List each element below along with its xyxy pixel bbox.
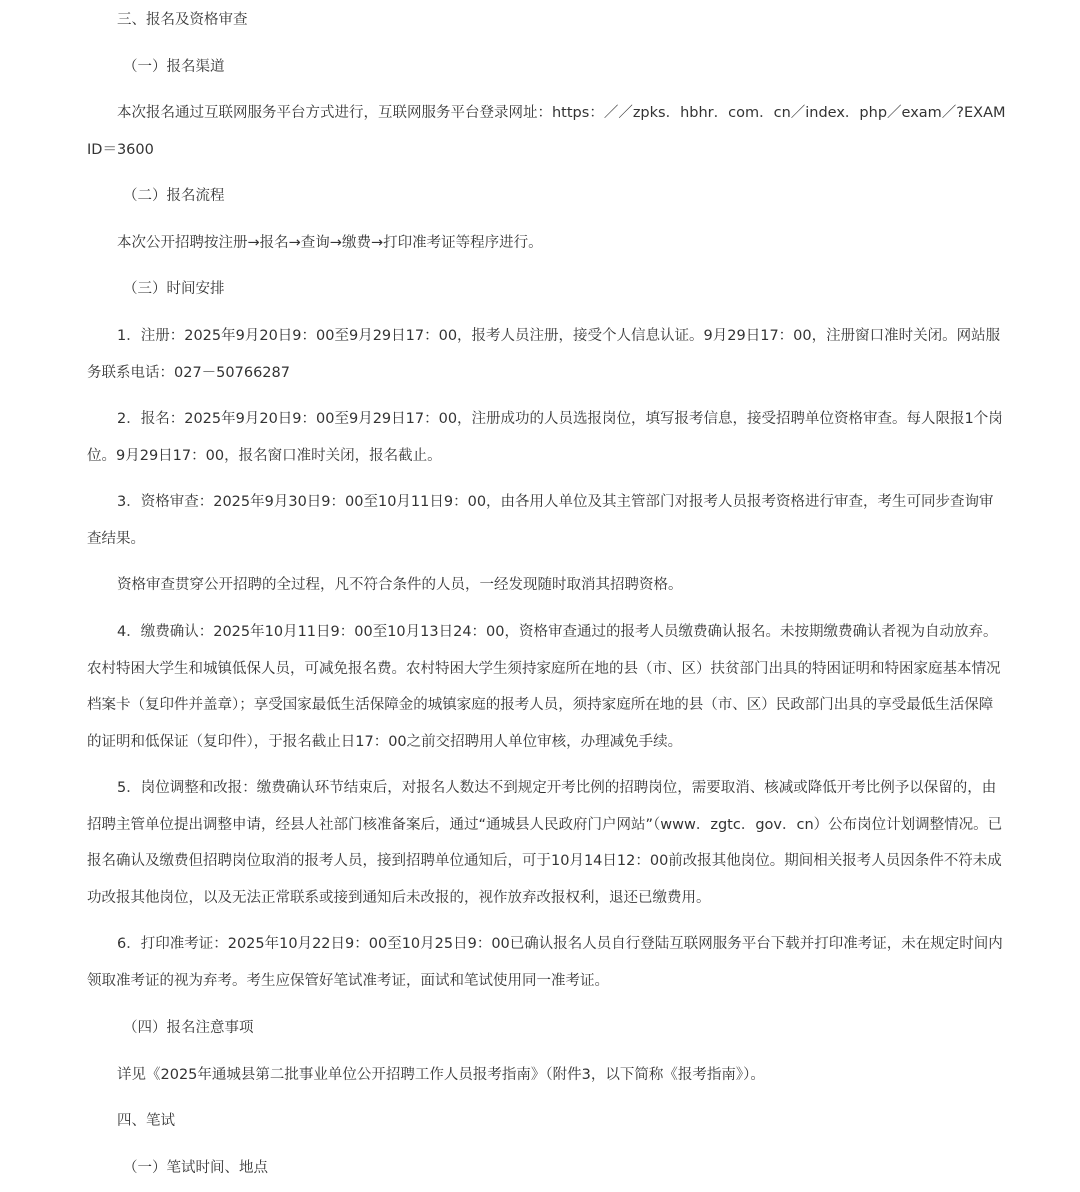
section-heading-written-exam: 四、笔试 xyxy=(117,1113,175,1129)
subheading-registration-process: （二）报名流程 xyxy=(123,188,225,204)
subheading-registration-notes: （四）报名注意事项 xyxy=(123,1020,254,1036)
subheading-exam-time-location: （一）笔试时间、地点 xyxy=(123,1160,268,1176)
subheading-schedule: （三）时间安排 xyxy=(123,281,225,297)
paragraph-step-payment: 4．缴费确认：2025年10月11日9：00至10月13日24：00，资格审查通过的报考人员缴费确认报名。未按期缴费确认者视为自动放弃。农村特困大学生和城镇低保人员，可减免报名费。农村特困大学生须持家庭所在地的县（市、区）扶贫部门出具的特困证明和特困家庭基本情况档案卡（复印件并盖章）；享受国家最低生活保障金的城镇家庭的报考人员，须持家庭所在地的县（市、区）民政部门出具的享受最低生活保障的证明和低保证（复印件），于报名截止日17：00之前交招聘用人单位审核，办理减免手续。 xyxy=(87,624,1001,750)
paragraph-step-qualification: 3．资格审查：2025年9月30日9：00至10月11日9：00，由各用人单位及其主管部门对报考人员报考资格进行审查，考生可同步查询审查结果。 xyxy=(87,494,994,547)
subheading-registration-channel: （一）报名渠道 xyxy=(123,59,225,75)
paragraph-qualification-note: 资格审查贯穿公开招聘的全过程，凡不符合条件的人员，一经发现随时取消其招聘资格。 xyxy=(117,577,683,593)
paragraph-guide-reference: 详见《2025年通城县第二批事业单位公开招聘工作人员报考指南》（附件3，以下简称《报考指南》）。 xyxy=(117,1067,765,1083)
paragraph-step-adjustment: 5．岗位调整和改报：缴费确认环节结束后，对报名人数达不到规定开考比例的招聘岗位，需要取消、核减或降低开考比例予以保留的，由招聘主管单位提出调整申请，经县人社部门核准备案后，通过“通城县人民政府门户网站”（www．zgtc．gov．cn）公布岗位计划调整情况。已报名确认及缴费但招聘岗位取消的报考人员，接到招聘单位通知后，可于10月14日12：00前改报其他岗位。期间相关报考人员因条件不符未成功改报其他岗位，以及无法正常联系或接到通知后未改报的，视作放弃改报权利，退还已缴费用。 xyxy=(87,780,1003,906)
paragraph-process-steps: 本次公开招聘按注册→报名→查询→缴费→打印准考证等程序进行。 xyxy=(117,235,543,251)
paragraph-step-apply: 2．报名：2025年9月20日9：00至9月29日17：00，注册成功的人员选报岗位，填写报考信息，接受招聘单位资格审查。每人限报1个岗位。9月29日17：00，报名窗口准时关闭，报名截止。 xyxy=(87,411,1003,464)
paragraph-step-print-ticket: 6．打印准考证：2025年10月22日9：00至10月25日9：00已确认报名人员自行登陆互联网服务平台下载并打印准考证，未在规定时间内领取准考证的视为弃考。考生应保管好笔试准考证，面试和笔试使用同一准考证。 xyxy=(87,936,1003,989)
section-heading-registration: 三、报名及资格审查 xyxy=(117,12,248,28)
paragraph-registration-url: 本次报名通过互联网服务平台方式进行，互联网服务平台登录网址：https：／／zpks．hbhr．com．cn／index．php／exam／?EXAMID＝3600 xyxy=(87,105,1006,158)
paragraph-step-register: 1．注册：2025年9月20日9：00至9月29日17：00，报考人员注册，接受个人信息认证。9月29日17：00，注册窗口准时关闭。网站服务联系电话：027－50766287 xyxy=(87,328,1001,381)
